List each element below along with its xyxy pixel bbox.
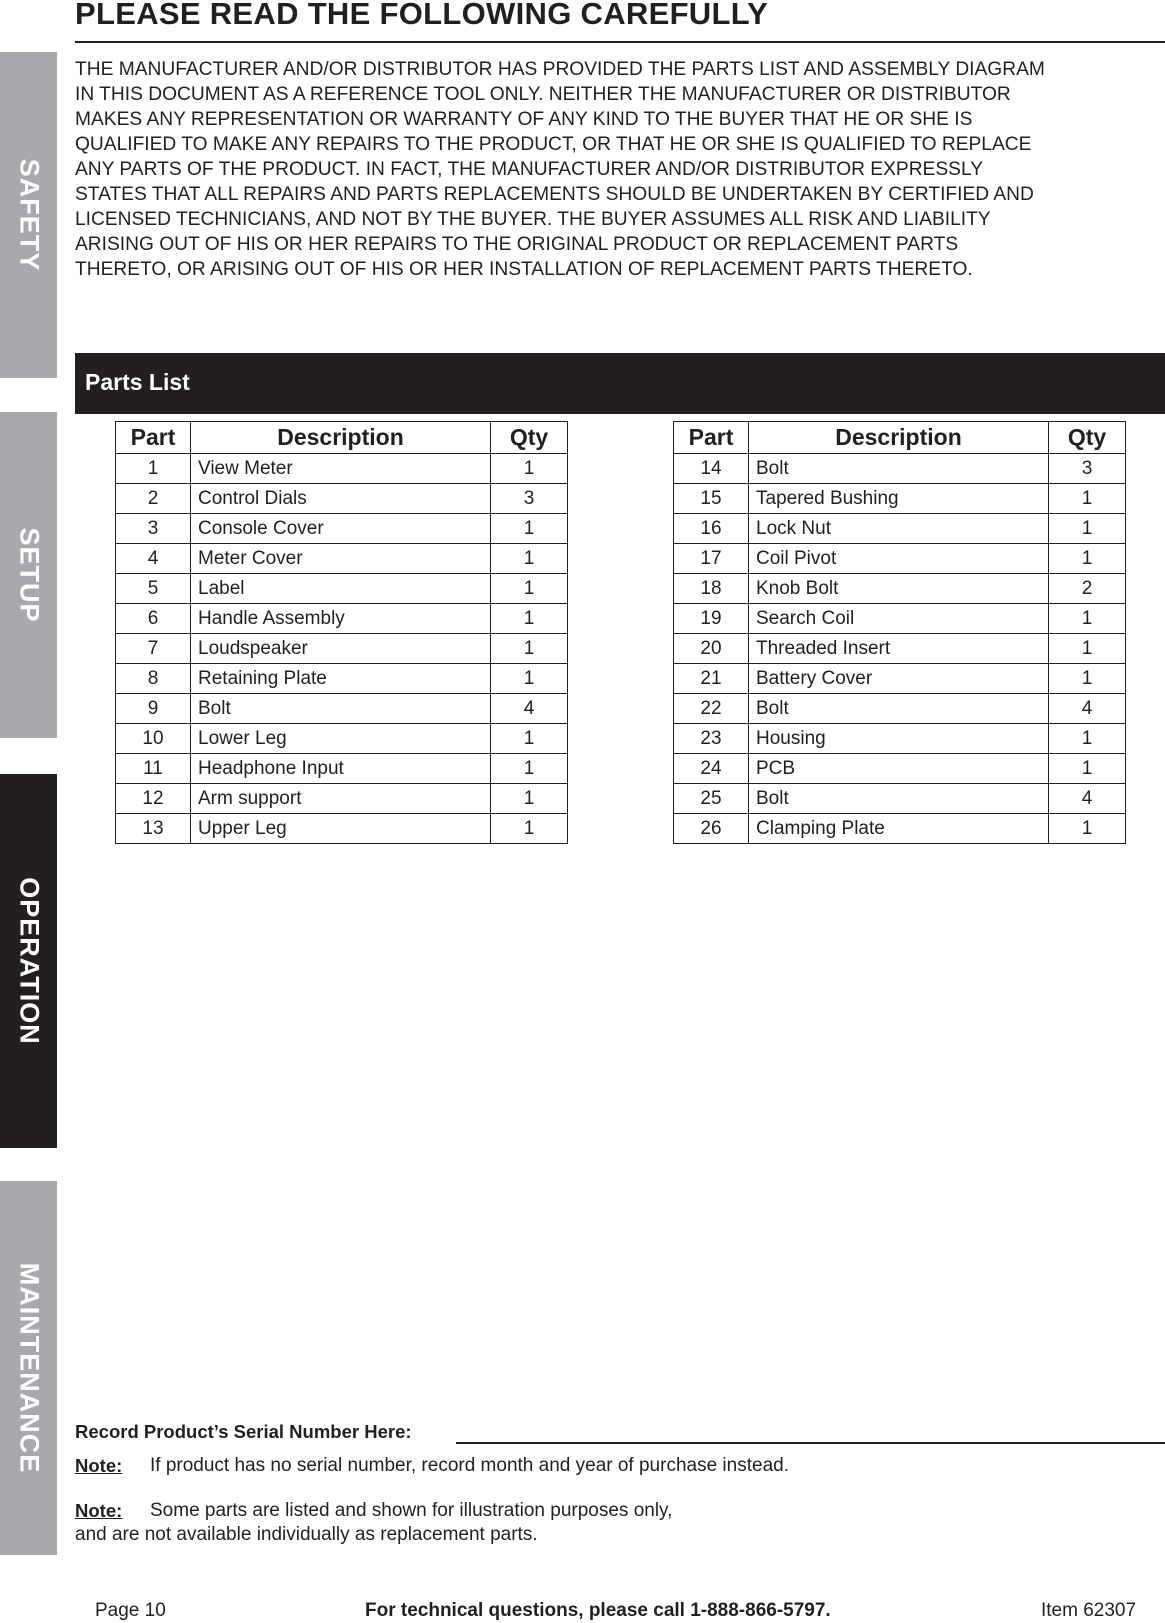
- part-number-cell: 12: [116, 784, 191, 814]
- disclaimer-line: LICENSED TECHNICIANS, AND NOT BY THE BUYER. THE BUYER ASSUMES ALL RISK AND LIABILITY: [75, 209, 991, 230]
- side-tab-maintenance-label: MAINTENANCE: [14, 1262, 44, 1474]
- disclaimer-line: MAKES ANY REPRESENTATION OR WARRANTY OF ANY KIND TO THE BUYER THAT HE OR SHE IS: [75, 109, 973, 130]
- part-qty-cell: 1: [1049, 544, 1126, 574]
- part-number-cell: 25: [674, 784, 749, 814]
- table-row: [674, 664, 1126, 694]
- part-qty-cell: 4: [1049, 694, 1126, 724]
- table-row: [674, 784, 1126, 814]
- part-number-cell: 20: [674, 634, 749, 664]
- part-number-cell: 14: [674, 454, 749, 484]
- note-serial-text: If product has no serial number, record month and year of purchase instead.: [150, 1455, 789, 1476]
- part-number-cell: 22: [674, 694, 749, 724]
- table-row: [674, 514, 1126, 544]
- parts-list-header-bar: [75, 353, 1165, 414]
- part-description-cell: Loudspeaker: [191, 634, 491, 664]
- column-header-description: Description: [749, 422, 1049, 454]
- part-description-cell: Battery Cover: [749, 664, 1049, 694]
- part-number-cell: 26: [674, 814, 749, 844]
- part-number-cell: 1: [116, 454, 191, 484]
- part-number-cell: 21: [674, 664, 749, 694]
- note-illustration-text: Some parts are listed and shown for illustration purposes only,: [150, 1500, 673, 1521]
- part-description-cell: Meter Cover: [191, 544, 491, 574]
- part-qty-cell: 1: [1049, 724, 1126, 754]
- part-qty-cell: 1: [1049, 484, 1126, 514]
- table-header-row: [116, 422, 568, 454]
- part-description-cell: Bolt: [191, 694, 491, 724]
- part-description-cell: Knob Bolt: [749, 574, 1049, 604]
- part-qty-cell: 1: [1049, 604, 1126, 634]
- part-description-cell: View Meter: [191, 454, 491, 484]
- part-description-cell: Lower Leg: [191, 724, 491, 754]
- serial-number-line: [456, 1442, 1165, 1444]
- disclaimer-line: QUALIFIED TO MAKE ANY REPAIRS TO THE PRODUCT, OR THAT HE OR SHE IS QUALIFIED TO REPLACE: [75, 134, 1032, 155]
- title-divider: [75, 41, 1165, 43]
- column-header-description: Description: [191, 422, 491, 454]
- part-description-cell: Retaining Plate: [191, 664, 491, 694]
- table-row: [674, 544, 1126, 574]
- part-qty-cell: 1: [1049, 514, 1126, 544]
- note-label: Note:: [75, 1455, 123, 1476]
- side-tab-safety-label: SAFETY: [14, 158, 44, 272]
- part-qty-cell: 1: [491, 664, 568, 694]
- part-description-cell: Label: [191, 574, 491, 604]
- disclaimer-line: THE MANUFACTURER AND/OR DISTRIBUTOR HAS PROVIDED THE PARTS LIST AND ASSEMBLY DIAGRAM: [75, 59, 1045, 80]
- parts-table-right-body: [674, 454, 1126, 844]
- part-description-cell: Lock Nut: [749, 514, 1049, 544]
- part-description-cell: Bolt: [749, 454, 1049, 484]
- part-qty-cell: 1: [1049, 814, 1126, 844]
- part-qty-cell: 1: [1049, 664, 1126, 694]
- table-row: [116, 664, 568, 694]
- part-number-cell: 5: [116, 574, 191, 604]
- column-header-part: Part: [116, 422, 191, 454]
- part-qty-cell: 1: [491, 604, 568, 634]
- part-qty-cell: 1: [1049, 754, 1126, 784]
- part-description-cell: Upper Leg: [191, 814, 491, 844]
- table-row: [674, 574, 1126, 604]
- part-number-cell: 3: [116, 514, 191, 544]
- part-description-cell: Headphone Input: [191, 754, 491, 784]
- disclaimer-line: ANY PARTS OF THE PRODUCT. IN FACT, THE MANUFACTURER AND/OR DISTRIBUTOR EXPRESSLY: [75, 159, 983, 180]
- part-qty-cell: 3: [1049, 454, 1126, 484]
- part-number-cell: 7: [116, 634, 191, 664]
- table-row: [116, 814, 568, 844]
- side-tab-maintenance: [0, 1181, 57, 1555]
- part-qty-cell: 1: [491, 784, 568, 814]
- part-number-cell: 18: [674, 574, 749, 604]
- parts-table-right: [673, 421, 1126, 844]
- page-title: PLEASE READ THE FOLLOWING CAREFULLY: [75, 0, 769, 31]
- part-number-cell: 2: [116, 484, 191, 514]
- table-row: [116, 724, 568, 754]
- part-description-cell: Housing: [749, 724, 1049, 754]
- disclaimer-line: THERETO, OR ARISING OUT OF HIS OR HER INSTALLATION OF REPLACEMENT PARTS THERETO.: [75, 259, 973, 280]
- footer-item-number: Item 62307: [1041, 1600, 1137, 1621]
- part-number-cell: 15: [674, 484, 749, 514]
- part-qty-cell: 1: [491, 454, 568, 484]
- part-qty-cell: 1: [491, 754, 568, 784]
- note-label: Note:: [75, 1500, 123, 1521]
- part-qty-cell: 1: [491, 514, 568, 544]
- table-row: [674, 454, 1126, 484]
- footer-page-number: Page 10: [95, 1600, 166, 1621]
- part-qty-cell: 1: [491, 574, 568, 604]
- part-description-cell: Console Cover: [191, 514, 491, 544]
- part-number-cell: 9: [116, 694, 191, 724]
- footer-tech-support: For technical questions, please call 1-888-866-5797.: [365, 1600, 831, 1621]
- part-qty-cell: 4: [1049, 784, 1126, 814]
- part-number-cell: 8: [116, 664, 191, 694]
- part-number-cell: 24: [674, 754, 749, 784]
- part-qty-cell: 4: [491, 694, 568, 724]
- serial-number-label: Record Product’s Serial Number Here:: [75, 1421, 412, 1442]
- part-qty-cell: 1: [491, 544, 568, 574]
- part-number-cell: 19: [674, 604, 749, 634]
- part-qty-cell: 3: [491, 484, 568, 514]
- parts-list-heading: Parts List: [85, 369, 190, 395]
- part-qty-cell: 2: [1049, 574, 1126, 604]
- part-description-cell: Control Dials: [191, 484, 491, 514]
- part-number-cell: 17: [674, 544, 749, 574]
- table-row: [116, 604, 568, 634]
- part-number-cell: 6: [116, 604, 191, 634]
- table-header-row: [674, 422, 1126, 454]
- column-header-qty: Qty: [491, 422, 568, 454]
- table-row: [116, 694, 568, 724]
- column-header-part: Part: [674, 422, 749, 454]
- table-row: [674, 604, 1126, 634]
- part-number-cell: 11: [116, 754, 191, 784]
- disclaimer-paragraph: [75, 57, 1160, 282]
- table-row: [674, 754, 1126, 784]
- side-tab-operation-label: OPERATION: [14, 877, 44, 1045]
- part-description-cell: Handle Assembly: [191, 604, 491, 634]
- part-number-cell: 23: [674, 724, 749, 754]
- part-number-cell: 13: [116, 814, 191, 844]
- table-row: [674, 694, 1126, 724]
- part-description-cell: Bolt: [749, 694, 1049, 724]
- table-row: [116, 544, 568, 574]
- side-tab-safety: [0, 52, 57, 378]
- part-number-cell: 10: [116, 724, 191, 754]
- disclaimer-line: STATES THAT ALL REPAIRS AND PARTS REPLACEMENTS SHOULD BE UNDERTAKEN BY CERTIFIED AND: [75, 184, 1034, 205]
- part-description-cell: Tapered Bushing: [749, 484, 1049, 514]
- part-description-cell: PCB: [749, 754, 1049, 784]
- parts-table-left-body: [116, 454, 568, 844]
- column-header-qty: Qty: [1049, 422, 1126, 454]
- part-description-cell: Threaded Insert: [749, 634, 1049, 664]
- part-qty-cell: 1: [1049, 634, 1126, 664]
- table-row: [116, 574, 568, 604]
- part-number-cell: 16: [674, 514, 749, 544]
- table-row: [116, 514, 568, 544]
- part-description-cell: Coil Pivot: [749, 544, 1049, 574]
- table-row: [116, 484, 568, 514]
- table-row: [674, 484, 1126, 514]
- table-row: [116, 784, 568, 814]
- note-illustration-text-continued: and are not available individually as replacement parts.: [75, 1524, 538, 1545]
- side-tab-operation: [0, 774, 57, 1148]
- side-tab-setup: [0, 412, 57, 738]
- table-row: [674, 814, 1126, 844]
- table-row: [116, 634, 568, 664]
- part-qty-cell: 1: [491, 724, 568, 754]
- table-row: [116, 754, 568, 784]
- side-tab-setup-label: SETUP: [14, 527, 44, 623]
- part-description-cell: Bolt: [749, 784, 1049, 814]
- part-description-cell: Search Coil: [749, 604, 1049, 634]
- parts-table-left: [115, 421, 568, 844]
- part-qty-cell: 1: [491, 634, 568, 664]
- disclaimer-line: IN THIS DOCUMENT AS A REFERENCE TOOL ONLY. NEITHER THE MANUFACTURER OR DISTRIBUTOR: [75, 84, 1011, 105]
- part-description-cell: Clamping Plate: [749, 814, 1049, 844]
- disclaimer-line: ARISING OUT OF HIS OR HER REPAIRS TO THE ORIGINAL PRODUCT OR REPLACEMENT PARTS: [75, 234, 959, 255]
- table-row: [674, 634, 1126, 664]
- table-row: [674, 724, 1126, 754]
- table-row: [116, 454, 568, 484]
- part-description-cell: Arm support: [191, 784, 491, 814]
- part-number-cell: 4: [116, 544, 191, 574]
- part-qty-cell: 1: [491, 814, 568, 844]
